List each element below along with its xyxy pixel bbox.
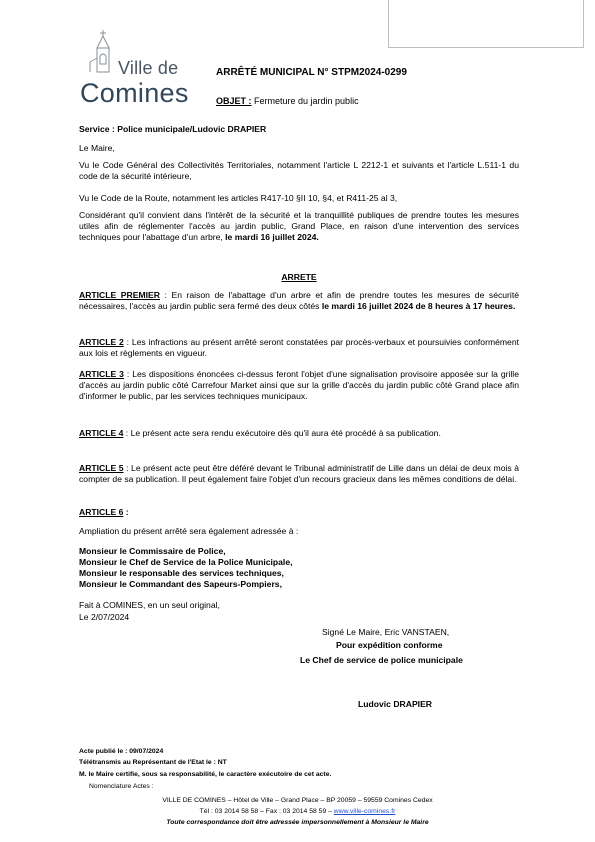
- signature-chef: Le Chef de service de police municipale: [300, 655, 463, 665]
- vu-code-route: Vu le Code de la Route, notamment les articles R417-10 §II 10, §4, et R411-25 al 3,: [79, 193, 398, 203]
- page-title: ARRÊTÉ MUNICIPAL N° STPM2024-0299: [216, 67, 407, 78]
- signature-pour: Pour expédition conforme: [336, 640, 443, 650]
- article-2: [79, 337, 519, 359]
- church-icon: [88, 28, 118, 74]
- objet-label: OBJET :: [216, 96, 252, 106]
- le-maire: Le Maire,: [79, 143, 115, 153]
- article-label: ARTICLE 4: [79, 428, 124, 438]
- article-text: : Les infractions au présent arrêté seront constatées par procès-verbaux et poursuivies conformément aux lois et règlements en vigueur.: [79, 337, 519, 358]
- article-bold: le mardi 16 juillet 2024 de 8 heures à 17 heures.: [321, 301, 516, 311]
- date-line: Le 2/07/2024: [79, 612, 130, 622]
- article-label: ARTICLE PREMIER: [79, 290, 160, 300]
- footer-correspondance: Toute correspondance doit être adressée impersonnellement à Monsieur le Maire: [166, 819, 429, 826]
- article-label: ARTICLE 3: [79, 369, 124, 379]
- article-label: ARTICLE 2: [79, 337, 124, 347]
- signature-signe: Signé Le Maire, Eric VANSTAEN,: [322, 627, 450, 637]
- article-text: : Le présent acte peut être déféré devant le Tribunal administratif de Lille dans un délai de deux mois à compter de sa publication. Il peut également faire l'objet d'un recours gracieux dans les mêmes conditions de délai.: [79, 463, 520, 484]
- article-4: [79, 428, 519, 439]
- logo-ville: Ville de: [118, 58, 179, 78]
- footer-tel: Tél : 03 2014 58 58 – Fax : 03 2014 58 59 –: [199, 808, 334, 815]
- stamp-box: [388, 0, 584, 48]
- acte-publie: Acte publié le : 09/07/2024: [79, 748, 164, 755]
- certification: M. le Maire certifie, sous sa responsabilité, le caractère exécutoire de cet acte.: [79, 771, 332, 778]
- article-text: : En raison de l'abattage d'un arbre et afin de prendre toutes les mesures de sécurité nécessaires, l'accès au jardin public sera fermé des deux côtés: [79, 290, 519, 311]
- article-5: [79, 463, 519, 485]
- nomenclature: Nomenclature Actes :: [89, 783, 154, 790]
- vu-cgct: Vu le Code Général des Collectivités Territoriales, notamment l'article L 2212-1 et suivants et l'article L.511-1 du code de la sécurité intérieure,: [79, 160, 519, 181]
- recipient-item: Monsieur le Commissaire de Police,: [79, 546, 226, 556]
- article-6: [79, 507, 519, 518]
- article-text: : Les dispositions énoncées ci-dessus feront l'objet d'une signalisation provisoire apposée sur la grille d'accès au jardin public côté Carrefour Market ainsi que sur la grille d'accès du jardin public côté Grand place afin d'informer le public, par les services techniques municipaux.: [79, 369, 519, 401]
- objet-text: Fermeture du jardin public: [251, 96, 359, 106]
- article-3: [79, 369, 519, 402]
- website-link[interactable]: www.ville-comines.fr: [333, 808, 396, 815]
- logo: [80, 28, 200, 110]
- recipient-item: Monsieur le responsable des services techniques,: [79, 568, 284, 578]
- considerant-text: Considérant qu'il convient dans l'intérêt de la sécurité et la tranquillité publiques de prendre toutes les mesures utiles afin de réglementer l'accès au jardin public, Grand Place, en raison d'une intervention des services techniques pour l'abattage d'un arbre,: [79, 210, 519, 242]
- considerant-date: le mardi 16 juillet 2024.: [225, 232, 319, 242]
- article-label: ARTICLE 6: [79, 507, 124, 517]
- teletransmis: Télétransmis au Représentant de l'Etat le : NT: [79, 759, 227, 766]
- footer-contact: [60, 808, 535, 815]
- objet-line: [216, 96, 359, 106]
- service-line: Service : Police municipale/Ludovic DRAPIER: [79, 124, 267, 134]
- ampliation: Ampliation du présent arrêté sera également adressée à :: [79, 526, 299, 536]
- recipient-item: Monsieur le Chef de Service de la Police Municipale,: [79, 557, 293, 567]
- article-text: :: [123, 507, 129, 517]
- logo-comines: Comines: [80, 78, 189, 108]
- article-text: : Le présent acte sera rendu exécutoire dès qu'il aura été procédé à sa publication.: [123, 428, 441, 438]
- footer-address: VILLE DE COMINES – Hôtel de Ville – Grand Place – BP 20059 – 59559 Comines Cedex: [162, 797, 433, 804]
- signature-name: Ludovic DRAPIER: [358, 699, 433, 709]
- article-label: ARTICLE 5: [79, 463, 124, 473]
- recipient-item: Monsieur le Commandant des Sapeurs-Pompiers,: [79, 579, 282, 589]
- article-premier: [79, 290, 519, 312]
- arrete-heading: ARRETE: [281, 272, 317, 282]
- fait-a: Fait à COMINES, en un seul original,: [79, 600, 220, 610]
- considerant: [79, 210, 519, 243]
